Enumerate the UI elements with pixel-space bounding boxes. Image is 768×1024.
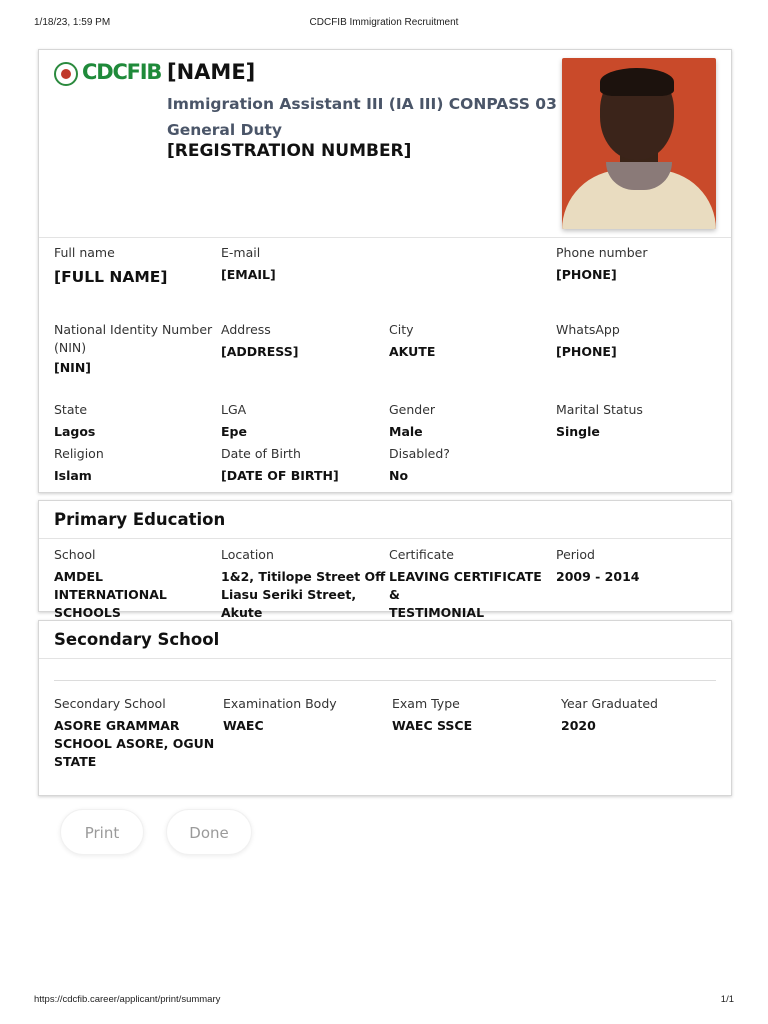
full-name-value-line-1: [FULL NAME] [54,268,168,286]
email-label: E-mail [221,245,261,260]
primary-certificate-value-line-1: LEAVING CERTIFICATE & [389,569,542,602]
applicant-name: [NAME] [167,60,256,84]
gender-field [389,401,549,441]
primary-location-value-line-2: Liasu Seriki Street, Akute [221,587,357,620]
primary-certificate-field [389,546,554,622]
print-url: https://cdcfib.career/applicant/print/summary [34,994,221,1005]
disabled-value: No [389,468,409,483]
coat-of-arms-icon [54,62,78,86]
nin-label-line-2: (NIN) [54,340,87,355]
city-field [389,321,549,361]
secondary-school-divider [39,658,731,659]
whatsapp-field [556,321,716,361]
done-button[interactable]: Done [166,809,252,855]
primary-school-field [54,546,219,622]
primary-education-card [38,500,732,620]
dob-field [221,445,381,485]
address-field [221,321,381,361]
primary-school-value-line-2: SCHOOLS [54,605,121,620]
primary-period-label: Period [556,547,595,562]
phone-field [556,244,716,284]
position-line-1: Immigration Assistant III (IA III) CONPASS 03 [167,95,557,113]
nin-value: [NIN] [54,360,91,375]
dob-value: [DATE OF BIRTH] [221,468,339,483]
year-graduated-label: Year Graduated [561,696,658,711]
lga-value: Epe [221,424,247,439]
print-page-number: 1/1 [720,994,734,1005]
marital-status-field [556,401,716,441]
primary-certificate-label: Certificate [389,547,454,562]
secondary-school-title: Secondary School [54,630,220,649]
full-name-field [54,244,214,290]
phone-value: [PHONE] [556,267,617,282]
city-value: AKUTE [389,344,436,359]
address-label: Address [221,322,271,337]
registration-number: [REGISTRATION NUMBER] [167,141,412,161]
gender-value: Male [389,424,423,439]
marital-status-label: Marital Status [556,402,643,417]
profile-header [39,50,731,238]
nin-label-line-1: National Identity Number [54,322,213,337]
exam-body-value: WAEC [223,718,264,733]
print-button[interactable]: Print [60,809,144,855]
religion-label: Religion [54,446,104,461]
cdcfib-logo [54,60,162,88]
primary-location-field [221,546,389,622]
exam-body-field [223,695,383,735]
email-value: [EMAIL] [221,267,276,282]
dob-label: Date of Birth [221,446,301,461]
primary-certificate-value-line-2: TESTIMONIAL [389,605,485,620]
primary-school-value-line-1: AMDEL INTERNATIONAL [54,569,167,602]
print-header [34,17,734,31]
address-value-line-1: [ADDRESS] [221,344,299,359]
secondary-school-name-label: Secondary School [54,696,166,711]
city-label: City [389,322,414,337]
applicant-photo [562,58,716,229]
print-document-title: CDCFIB Immigration Recruitment [309,17,459,28]
lga-field [221,401,381,441]
secondary-school-card [38,620,732,796]
print-datetime: 1/18/23, 1:59 PM [34,17,111,28]
religion-value: Islam [54,468,92,483]
marital-status-value: Single [556,424,600,439]
profile-card [38,49,732,493]
gender-label: Gender [389,402,436,417]
disabled-field [389,445,549,485]
exam-body-label: Examination Body [223,696,337,711]
year-graduated-value: 2020 [561,718,596,733]
exam-type-label: Exam Type [392,696,460,711]
religion-field [54,445,214,485]
secondary-school-name-line-3: STATE [54,754,97,769]
position-title [167,91,567,143]
primary-location-label: Location [221,547,274,562]
phone-label: Phone number [556,245,648,260]
state-value: Lagos [54,424,96,439]
primary-education-title: Primary Education [54,510,226,529]
primary-period-value: 2009 - 2014 [556,569,640,584]
position-line-2: General Duty [167,121,283,139]
whatsapp-label: WhatsApp [556,322,620,337]
whatsapp-value: [PHONE] [556,344,617,359]
logo-text: CDCFIB [82,60,162,84]
primary-location-value-line-1: 1&2, Titilope Street Off [221,569,386,584]
secondary-school-name-line-1: ASORE GRAMMAR [54,718,180,733]
state-label: State [54,402,88,417]
print-footer [34,994,734,1008]
lga-label: LGA [221,402,247,417]
exam-type-field [392,695,552,735]
primary-education-divider [39,538,731,539]
primary-period-field [556,546,716,586]
exam-type-value: WAEC SSCE [392,718,473,733]
disabled-label: Disabled? [389,446,450,461]
secondary-school-inner-rule [54,680,716,681]
year-graduated-field [561,695,721,735]
full-name-label: Full name [54,245,115,260]
photo-hair [600,68,674,96]
secondary-school-name-field [54,695,219,771]
email-field [221,244,521,284]
primary-school-label: School [54,547,96,562]
state-field [54,401,214,441]
nin-field [54,321,219,377]
secondary-school-name-line-2: SCHOOL ASORE, OGUN [54,736,215,751]
